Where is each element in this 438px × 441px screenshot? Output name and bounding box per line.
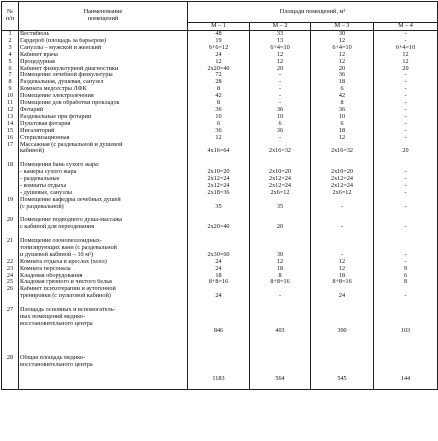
- area-m2: 10: [250, 114, 311, 121]
- area-m3: 2x10=20 2x12=24 2x12=24 2x6=12: [311, 162, 374, 197]
- room-name: Гардероб (площадь за барьером): [19, 38, 188, 45]
- room-name: Комната отдыха в креслах (холл): [19, 259, 188, 266]
- area-m1: 6: [188, 121, 250, 128]
- table-row: [2, 66, 438, 73]
- area-m4: -: [374, 86, 438, 93]
- row-number: 16: [2, 135, 19, 142]
- area-m3: -: [311, 197, 374, 218]
- area-m4: 20: [374, 142, 438, 163]
- area-m4: -: [374, 217, 438, 238]
- area-m1: 24: [188, 286, 250, 307]
- area-m4: -: [374, 135, 438, 142]
- area-m2: 403: [250, 307, 311, 355]
- room-name: Стерилизационная: [19, 135, 188, 142]
- row-number: 28: [2, 355, 19, 390]
- col-header-m1: М – 1: [188, 23, 250, 31]
- area-m2: 2x10=20 2x12=24 2x12=24 2x6=12: [250, 162, 311, 197]
- area-m1: 18: [188, 273, 250, 280]
- col-header-m2: М – 2: [250, 23, 311, 31]
- room-name: Фотарий: [19, 107, 188, 114]
- table-row: [2, 79, 438, 86]
- area-m3: -: [311, 217, 374, 238]
- area-m4: -: [374, 197, 438, 218]
- area-m3: 10: [311, 114, 374, 121]
- area-m2: 35: [250, 197, 311, 218]
- area-m3: 2x16=32: [311, 142, 374, 163]
- area-m1: 19: [188, 38, 250, 45]
- row-number: 21: [2, 238, 19, 259]
- row-number: 9: [2, 86, 19, 93]
- area-m1: 4x16=64: [188, 142, 250, 163]
- area-m2: 8: [250, 273, 311, 280]
- table-row: [2, 121, 438, 128]
- area-m2: -: [250, 79, 311, 86]
- area-m4: 6: [374, 273, 438, 280]
- col-header-area: Площади помещений, м²: [188, 2, 438, 23]
- area-m4: -: [374, 72, 438, 79]
- area-m3: 12: [311, 266, 374, 273]
- area-m3: 30: [311, 31, 374, 38]
- table-body: [2, 31, 438, 390]
- room-name: Комната медсестры ЛФК: [19, 86, 188, 93]
- col-header-m4: М – 4: [374, 23, 438, 31]
- table-row: [2, 259, 438, 266]
- room-name: Раздевальная, душевая, санузел: [19, 79, 188, 86]
- area-m1: 36: [188, 107, 250, 114]
- row-number: 17: [2, 142, 19, 163]
- area-m4: -: [374, 31, 438, 38]
- table-row: [2, 162, 438, 197]
- row-number: 20: [2, 217, 19, 238]
- area-m2: 6: [250, 121, 311, 128]
- area-m4: -: [374, 238, 438, 259]
- room-name: Вестибюль: [19, 31, 188, 38]
- col-header-number: № п/п: [2, 2, 19, 31]
- room-name: Помещение лечебной физкультуры: [19, 72, 188, 79]
- area-m3: 6: [311, 86, 374, 93]
- table-row: [2, 52, 438, 59]
- table-row: [2, 217, 438, 238]
- area-m1: 36: [188, 128, 250, 135]
- table-row: [2, 59, 438, 66]
- area-m3: 20: [311, 66, 374, 73]
- table-row: [2, 307, 438, 355]
- area-m3: 390: [311, 307, 374, 355]
- area-m1: 6+6=12: [188, 45, 250, 52]
- area-m2: 2x16=32: [250, 142, 311, 163]
- table-row: [2, 72, 438, 79]
- room-name: Ингаляторий: [19, 128, 188, 135]
- table-row: [2, 100, 438, 107]
- table-row: [2, 128, 438, 135]
- area-m1: 35: [188, 197, 250, 218]
- row-number: 1: [2, 31, 19, 38]
- area-m3: 8+8=16: [311, 279, 374, 286]
- area-m1: 2x10=20 2x12=24 2x12=24 2x18=36: [188, 162, 250, 197]
- row-number: 15: [2, 128, 19, 135]
- room-name: Помещение кафедры лечебных душей (с раздевальной): [19, 197, 188, 218]
- room-name: Санузлы – мужской и женский: [19, 45, 188, 52]
- room-name: Комната персонала: [19, 266, 188, 273]
- area-m1: 2x20=40: [188, 217, 250, 238]
- area-m3: 12: [311, 52, 374, 59]
- area-m2: 564: [250, 355, 311, 390]
- row-number: 23: [2, 266, 19, 273]
- room-name: Площадь основных и вспомогатель- ных помещений медико- восстановительного центра: [19, 307, 188, 355]
- row-number: 12: [2, 107, 19, 114]
- area-m1: 846: [188, 307, 250, 355]
- room-name: Кабинет врача: [19, 52, 188, 59]
- area-m2: -: [250, 286, 311, 307]
- room-name: Помещение для обработки прокладок: [19, 100, 188, 107]
- room-name: Кладовая грязного и чистого белья: [19, 279, 188, 286]
- table-row: [2, 107, 438, 114]
- room-name: Пультовая фотария: [19, 121, 188, 128]
- area-m3: 18: [311, 79, 374, 86]
- room-name: Массажная (с раздевальной и душевой кабиной): [19, 142, 188, 163]
- table-row: [2, 114, 438, 121]
- area-m2: -: [250, 135, 311, 142]
- area-m3: 24: [311, 286, 374, 307]
- table-row: [2, 286, 438, 307]
- row-number: 13: [2, 114, 19, 121]
- row-number: 2: [2, 38, 19, 45]
- row-number: 22: [2, 259, 19, 266]
- table-row: [2, 93, 438, 100]
- area-m2: 36: [250, 128, 311, 135]
- table-row: [2, 273, 438, 280]
- area-m1: 72: [188, 72, 250, 79]
- row-number: 24: [2, 273, 19, 280]
- table-row: [2, 355, 438, 390]
- area-m2: 36: [250, 107, 311, 114]
- area-m4: 12: [374, 59, 438, 66]
- area-m1: 24: [188, 259, 250, 266]
- area-m1: 2x20=40: [188, 66, 250, 73]
- area-m2: 8+8=16: [250, 279, 311, 286]
- area-m2: 12: [250, 52, 311, 59]
- room-name: Помещение озонопеллоидных- тонизирующих ванн (с раздевальной и душевой кабиной – 10 м²): [19, 238, 188, 259]
- area-m1: 2x30=60: [188, 238, 250, 259]
- table-row: [2, 279, 438, 286]
- table-row: [2, 86, 438, 93]
- area-m1: 12: [188, 59, 250, 66]
- area-m4: -: [374, 259, 438, 266]
- area-m2: -: [250, 86, 311, 93]
- area-m1: 42: [188, 93, 250, 100]
- area-m3: 18: [311, 128, 374, 135]
- room-name: Общая площадь медико- восстановительного центра: [19, 355, 188, 390]
- table-row: [2, 266, 438, 273]
- area-table: [1, 1, 438, 390]
- area-m3: 18: [311, 273, 374, 280]
- row-number: 7: [2, 72, 19, 79]
- area-m2: 13: [250, 38, 311, 45]
- area-m1: 10: [188, 114, 250, 121]
- row-number: 19: [2, 197, 19, 218]
- area-m4: -: [374, 38, 438, 45]
- room-name: Кабинет физкультурной диагностики: [19, 66, 188, 73]
- area-m1: 24: [188, 52, 250, 59]
- area-m3: 12: [311, 59, 374, 66]
- row-number: 25: [2, 279, 19, 286]
- col-header-m3: М – 3: [311, 23, 374, 31]
- room-name: Процедурная: [19, 59, 188, 66]
- area-m1: 48: [188, 31, 250, 38]
- area-m4: -: [374, 114, 438, 121]
- room-name: Помещения бань сухого жара: - камеры сухого жара - раздевальные - комнаты отдыха - душевые, санузлы: [19, 162, 188, 197]
- area-m3: 12: [311, 259, 374, 266]
- area-m2: 20: [250, 66, 311, 73]
- area-m2: 12: [250, 259, 311, 266]
- area-m4: -: [374, 79, 438, 86]
- area-m4: -: [374, 286, 438, 307]
- table-row: [2, 31, 438, 38]
- table-row: [2, 197, 438, 218]
- table-row: [2, 238, 438, 259]
- row-number: 27: [2, 307, 19, 355]
- area-m1: 8+8=16: [188, 279, 250, 286]
- area-m1: 24: [188, 266, 250, 273]
- area-m3: 6: [311, 121, 374, 128]
- area-m3: -: [311, 238, 374, 259]
- area-m2: 30: [250, 238, 311, 259]
- col-header-name: Наименование помещений: [19, 2, 188, 31]
- room-name: Помещение подводного душа-массажа с кабиной для переодевания: [19, 217, 188, 238]
- area-m1: 8: [188, 86, 250, 93]
- area-m4: -: [374, 107, 438, 114]
- area-m2: 6+4=10: [250, 45, 311, 52]
- area-m4: 103: [374, 307, 438, 355]
- area-m4: 6+4=10: [374, 45, 438, 52]
- area-m4: -: [374, 121, 438, 128]
- row-number: 14: [2, 121, 19, 128]
- area-m4: 8: [374, 279, 438, 286]
- area-m4: 12: [374, 52, 438, 59]
- area-m3: 42: [311, 93, 374, 100]
- row-number: 3: [2, 45, 19, 52]
- table-row: [2, 135, 438, 142]
- area-m2: 12: [250, 59, 311, 66]
- area-m3: 36: [311, 72, 374, 79]
- area-m1: 1183: [188, 355, 250, 390]
- area-m4: - - - -: [374, 162, 438, 197]
- area-m1: 28: [188, 79, 250, 86]
- table-row: [2, 38, 438, 45]
- table-row: [2, 142, 438, 163]
- area-m3: 12: [311, 38, 374, 45]
- area-m3: 545: [311, 355, 374, 390]
- area-m2: 20: [250, 217, 311, 238]
- row-number: 5: [2, 59, 19, 66]
- area-m2: 33: [250, 31, 311, 38]
- area-m2: -: [250, 100, 311, 107]
- row-number: 26: [2, 286, 19, 307]
- area-m2: 18: [250, 266, 311, 273]
- area-m2: -: [250, 72, 311, 79]
- row-number: 6: [2, 66, 19, 73]
- room-name: Кладовая оборудования: [19, 273, 188, 280]
- row-number: 18: [2, 162, 19, 197]
- area-m2: -: [250, 93, 311, 100]
- row-number: 8: [2, 79, 19, 86]
- row-number: 10: [2, 93, 19, 100]
- area-m3: 36: [311, 107, 374, 114]
- area-m4: 144: [374, 355, 438, 390]
- area-m1: 8: [188, 100, 250, 107]
- row-number: 11: [2, 100, 19, 107]
- table-row: [2, 45, 438, 52]
- area-m3: 8: [311, 100, 374, 107]
- area-m1: 12: [188, 135, 250, 142]
- area-m4: 9: [374, 266, 438, 273]
- room-name: Кабинет психотерапии и аутогенной тренировки (с пультовой кабиной): [19, 286, 188, 307]
- area-m3: 12: [311, 135, 374, 142]
- row-number: 4: [2, 52, 19, 59]
- room-name: Раздевальные при фотарии: [19, 114, 188, 121]
- area-m3: 6+4=10: [311, 45, 374, 52]
- area-m4: 20: [374, 66, 438, 73]
- area-m4: -: [374, 93, 438, 100]
- room-name: Помещение электролечения: [19, 93, 188, 100]
- area-m4: -: [374, 100, 438, 107]
- area-m4: -: [374, 128, 438, 135]
